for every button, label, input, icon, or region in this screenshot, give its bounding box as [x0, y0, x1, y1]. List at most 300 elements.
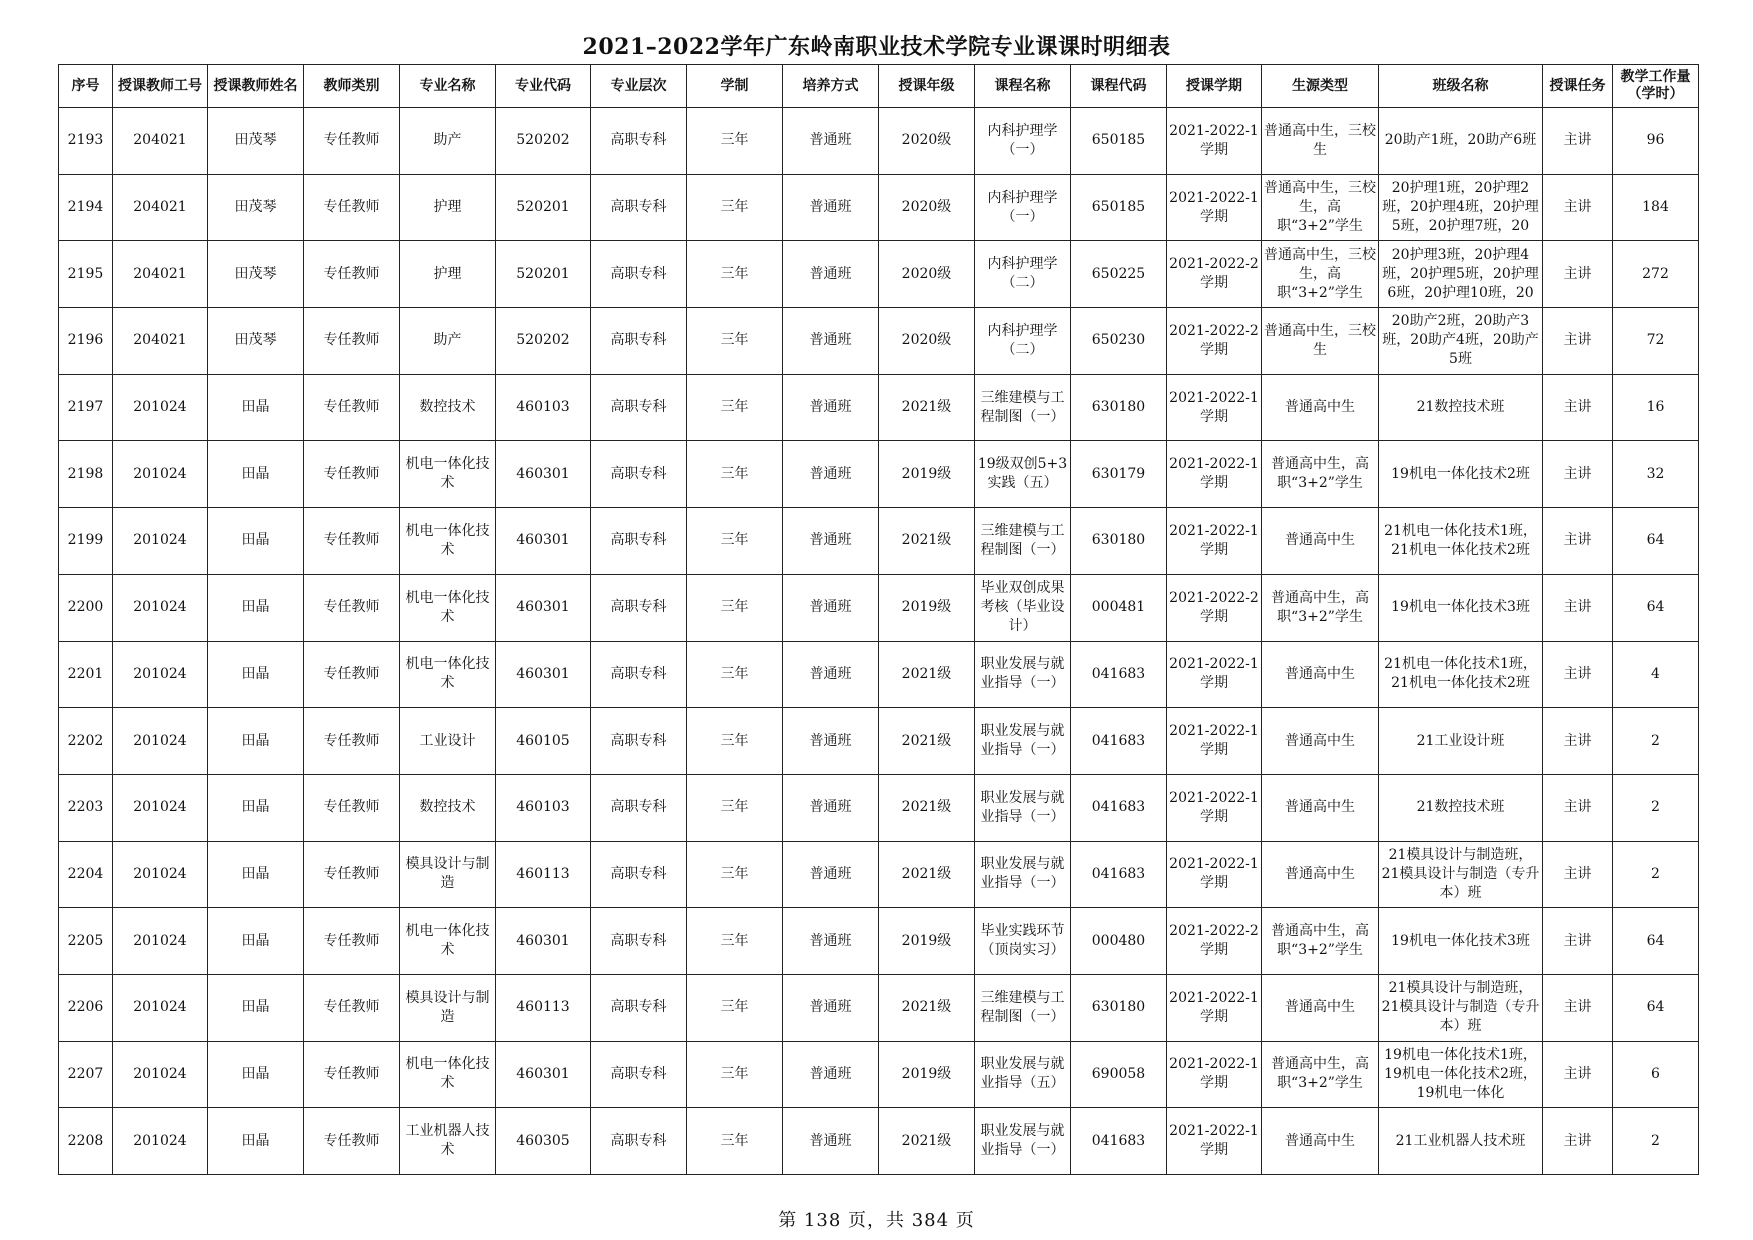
- table-cell: [1613, 241, 1699, 308]
- cell-text: 2021-2022-1学期: [1169, 456, 1259, 492]
- table-cell: [1167, 708, 1262, 775]
- column-header: 专业层次: [591, 65, 687, 108]
- table-cell: [879, 841, 975, 908]
- cell-text: 650225: [1091, 265, 1146, 282]
- table-cell: [1167, 441, 1262, 508]
- cell-text: 460301: [516, 1065, 570, 1082]
- cell-text: 职业发展与就业指导（一）: [980, 856, 1065, 892]
- table-cell: [975, 641, 1071, 708]
- table-cell: [496, 908, 591, 975]
- cell-text: 2021级: [901, 865, 952, 882]
- table-cell: [400, 241, 496, 308]
- table-cell: [59, 908, 113, 975]
- table-cell: [687, 174, 783, 241]
- table-cell: [1543, 708, 1613, 775]
- table-cell: [879, 441, 975, 508]
- table-cell: [113, 774, 208, 841]
- cell-text: 机电一体化技术: [405, 456, 490, 492]
- table-cell: [1613, 774, 1699, 841]
- cell-text: 工业设计: [419, 732, 476, 749]
- table-row: [59, 374, 1699, 441]
- table-cell: [1071, 708, 1167, 775]
- column-header: 课程代码: [1071, 65, 1167, 108]
- table-cell: [208, 308, 304, 375]
- cell-text: 毕业双创成果考核（毕业设计）: [980, 580, 1065, 635]
- cell-text: 2: [1651, 1132, 1660, 1149]
- cell-text: 2021级: [901, 532, 952, 549]
- table-cell: [879, 708, 975, 775]
- cell-text: 三年: [720, 599, 749, 616]
- cell-text: 普通高中生，高职“3+2”学生: [1271, 923, 1369, 959]
- table-cell: [1379, 774, 1543, 841]
- cell-text: 机电一体化技术: [405, 656, 490, 692]
- cell-text: 2020级: [901, 199, 952, 216]
- table-cell: [1262, 508, 1379, 575]
- table-row: [59, 441, 1699, 508]
- table-cell: [591, 574, 687, 641]
- cell-text: 工业机器人技术: [405, 1123, 490, 1159]
- table-row: [59, 174, 1699, 241]
- table-cell: [59, 174, 113, 241]
- table-cell: [208, 974, 304, 1041]
- table-cell: [304, 508, 400, 575]
- table-cell: [1379, 508, 1543, 575]
- table-cell: [208, 841, 304, 908]
- cell-text: 主讲: [1563, 132, 1592, 149]
- cell-text: 2021-2022-1学期: [1169, 989, 1259, 1025]
- cell-text: 000480: [1091, 932, 1146, 949]
- cell-text: 21工业机器人技术班: [1395, 1132, 1526, 1149]
- table-cell: [400, 641, 496, 708]
- table-cell: [304, 374, 400, 441]
- cell-text: 460103: [516, 399, 570, 416]
- table-cell: [1613, 841, 1699, 908]
- table-cell: [975, 708, 1071, 775]
- table-row: [59, 908, 1699, 975]
- table-cell: [1167, 508, 1262, 575]
- column-header: 班级名称: [1379, 65, 1543, 108]
- table-cell: [1379, 174, 1543, 241]
- cell-text: 高职专科: [610, 332, 667, 349]
- table-cell: [208, 374, 304, 441]
- cell-text: 2198: [67, 465, 104, 482]
- cell-text: 21模具设计与制造班，21模具设计与制造（专升本）班: [1381, 846, 1540, 901]
- table-cell: [1379, 108, 1543, 175]
- table-cell: [783, 374, 879, 441]
- cell-text: 主讲: [1563, 865, 1592, 882]
- cell-text: 2196: [67, 332, 104, 349]
- cell-text: 20护理3班，20护理4班，20护理5班，20护理6班，20护理10班，20: [1382, 246, 1539, 301]
- table-cell: [113, 374, 208, 441]
- cell-text: 机电一体化技术: [405, 923, 490, 959]
- cell-text: 96: [1646, 132, 1665, 149]
- table-cell: [783, 974, 879, 1041]
- table-cell: [591, 308, 687, 375]
- cell-text: 田茂琴: [234, 265, 277, 282]
- cell-text: 普通高中生: [1285, 665, 1355, 682]
- table-cell: [496, 574, 591, 641]
- table-cell: [783, 1108, 879, 1175]
- cell-text: 2020级: [901, 132, 952, 149]
- cell-text: 272: [1642, 265, 1669, 282]
- cell-text: 高职专科: [610, 265, 667, 282]
- table-cell: [1167, 241, 1262, 308]
- cell-text: 普通高中生: [1285, 999, 1355, 1016]
- cell-text: 204021: [133, 132, 187, 149]
- column-header: 专业名称: [400, 65, 496, 108]
- cell-text: 数控技术: [419, 399, 476, 416]
- table-cell: [59, 574, 113, 641]
- cell-text: 普通高中生，三校生，高职“3+2”学生: [1264, 246, 1376, 301]
- column-header: 教师类别: [304, 65, 400, 108]
- table-row: [59, 974, 1699, 1041]
- table-cell: [113, 574, 208, 641]
- cell-text: 普通高中生: [1285, 865, 1355, 882]
- table-cell: [304, 708, 400, 775]
- cell-text: 机电一体化技术: [405, 589, 490, 625]
- cell-text: 三年: [720, 932, 749, 949]
- table-cell: [400, 108, 496, 175]
- table-cell: [783, 1041, 879, 1108]
- table-cell: [879, 574, 975, 641]
- table-cell: [1543, 241, 1613, 308]
- cell-text: 普通高中生: [1285, 799, 1355, 816]
- cell-text: 520201: [516, 265, 570, 282]
- table-cell: [687, 574, 783, 641]
- column-header: 授课任务: [1543, 65, 1613, 108]
- cell-text: 田晶: [241, 532, 270, 549]
- cell-text: 毕业实践环节（顶岗实习）: [980, 923, 1065, 959]
- cell-text: 三年: [720, 665, 749, 682]
- cell-text: 模具设计与制造: [405, 989, 490, 1025]
- table-cell: [1613, 441, 1699, 508]
- table-cell: [975, 774, 1071, 841]
- table-cell: [304, 108, 400, 175]
- table-header: [59, 65, 1699, 108]
- table-row: [59, 308, 1699, 375]
- table-cell: [1543, 174, 1613, 241]
- table-cell: [1167, 841, 1262, 908]
- table-cell: [1543, 641, 1613, 708]
- table-cell: [496, 1041, 591, 1108]
- cell-text: 19级双创5+3实践（五）: [977, 456, 1068, 492]
- cell-text: 高职专科: [610, 465, 667, 482]
- cell-text: 19机电一体化技术2班: [1391, 465, 1530, 482]
- table-cell: [1071, 841, 1167, 908]
- cell-text: 460103: [516, 799, 570, 816]
- cell-text: 主讲: [1563, 332, 1592, 349]
- table-cell: [1543, 1041, 1613, 1108]
- table-cell: [783, 508, 879, 575]
- cell-text: 专任教师: [323, 665, 380, 682]
- table-cell: [400, 708, 496, 775]
- cell-text: 田晶: [241, 465, 270, 482]
- cell-text: 护理: [433, 265, 462, 282]
- table-cell: [591, 1041, 687, 1108]
- cell-text: 2021-2022-1学期: [1169, 789, 1259, 825]
- cell-text: 64: [1646, 999, 1665, 1016]
- table-cell: [113, 508, 208, 575]
- cell-text: 2020级: [901, 332, 952, 349]
- cell-text: 内科护理学（一）: [987, 122, 1058, 158]
- table-cell: [783, 308, 879, 375]
- table-cell: [304, 908, 400, 975]
- table-cell: [400, 441, 496, 508]
- cell-text: 2021-2022-2学期: [1169, 256, 1259, 292]
- table-cell: [59, 374, 113, 441]
- table-cell: [496, 1108, 591, 1175]
- table-cell: [879, 308, 975, 375]
- cell-text: 460301: [516, 932, 570, 949]
- table-cell: [1613, 574, 1699, 641]
- table-cell: [591, 108, 687, 175]
- table-cell: [496, 708, 591, 775]
- cell-text: 21机电一体化技术1班，21机电一体化技术2班: [1384, 522, 1537, 558]
- cell-text: 21模具设计与制造班，21模具设计与制造（专升本）班: [1381, 980, 1540, 1035]
- cell-text: 主讲: [1563, 599, 1592, 616]
- cell-text: 普通班: [809, 265, 852, 282]
- cell-text: 普通班: [809, 132, 852, 149]
- cell-text: 护理: [433, 199, 462, 216]
- cell-text: 田晶: [241, 932, 270, 949]
- column-header: 生源类型: [1262, 65, 1379, 108]
- cell-text: 2202: [67, 732, 104, 749]
- table-cell: [400, 574, 496, 641]
- cell-text: 主讲: [1563, 1065, 1592, 1082]
- course-hours-table: [58, 64, 1699, 1175]
- table-cell: [304, 641, 400, 708]
- cell-text: 460305: [516, 1132, 570, 1149]
- table-cell: [687, 708, 783, 775]
- header-row: [59, 65, 1699, 108]
- cell-text: 三年: [720, 465, 749, 482]
- cell-text: 64: [1646, 532, 1665, 549]
- cell-text: 普通班: [809, 599, 852, 616]
- cell-text: 2021级: [901, 799, 952, 816]
- cell-text: 2019级: [901, 465, 952, 482]
- table-cell: [304, 841, 400, 908]
- cell-text: 普通班: [809, 932, 852, 949]
- table-cell: [1379, 641, 1543, 708]
- table-cell: [208, 641, 304, 708]
- table-cell: [783, 774, 879, 841]
- table-cell: [1379, 1108, 1543, 1175]
- cell-text: 650230: [1091, 332, 1146, 349]
- cell-text: 2021级: [901, 1132, 952, 1149]
- table-cell: [113, 841, 208, 908]
- cell-text: 高职专科: [610, 932, 667, 949]
- cell-text: 主讲: [1563, 532, 1592, 549]
- table-cell: [1071, 974, 1167, 1041]
- cell-text: 520201: [516, 199, 570, 216]
- cell-text: 630180: [1091, 399, 1146, 416]
- table-cell: [687, 974, 783, 1041]
- cell-text: 田茂琴: [234, 199, 277, 216]
- cell-text: 专任教师: [323, 799, 380, 816]
- table-cell: [208, 1041, 304, 1108]
- cell-text: 普通班: [809, 199, 852, 216]
- table-cell: [1262, 774, 1379, 841]
- table-cell: [783, 441, 879, 508]
- table-cell: [1262, 974, 1379, 1041]
- table-cell: [400, 974, 496, 1041]
- table-cell: [879, 1108, 975, 1175]
- table-cell: [1262, 374, 1379, 441]
- cell-text: 专任教师: [323, 465, 380, 482]
- table-cell: [1167, 108, 1262, 175]
- table-cell: [1543, 774, 1613, 841]
- table-cell: [1613, 708, 1699, 775]
- table-cell: [59, 774, 113, 841]
- cell-text: 460301: [516, 665, 570, 682]
- table-cell: [1071, 508, 1167, 575]
- cell-text: 19机电一体化技术3班: [1391, 599, 1530, 616]
- cell-text: 普通班: [809, 465, 852, 482]
- table-cell: [496, 774, 591, 841]
- table-cell: [975, 1108, 1071, 1175]
- cell-text: 三年: [720, 799, 749, 816]
- cell-text: 田晶: [241, 732, 270, 749]
- cell-text: 普通班: [809, 865, 852, 882]
- table-cell: [113, 974, 208, 1041]
- table-cell: [591, 441, 687, 508]
- table-cell: [687, 774, 783, 841]
- cell-text: 2021-2022-1学期: [1169, 389, 1259, 425]
- table-cell: [1071, 108, 1167, 175]
- cell-text: 普通高中生: [1285, 399, 1355, 416]
- cell-text: 三年: [720, 265, 749, 282]
- cell-text: 高职专科: [610, 199, 667, 216]
- cell-text: 2019级: [901, 1065, 952, 1082]
- table-cell: [496, 374, 591, 441]
- cell-text: 高职专科: [610, 399, 667, 416]
- column-header: 序号: [59, 65, 113, 108]
- cell-text: 650185: [1091, 199, 1146, 216]
- cell-text: 高职专科: [610, 865, 667, 882]
- table-cell: [113, 108, 208, 175]
- table-cell: [879, 174, 975, 241]
- cell-text: 2019级: [901, 932, 952, 949]
- cell-text: 普通班: [809, 799, 852, 816]
- table-cell: [591, 908, 687, 975]
- cell-text: 普通班: [809, 665, 852, 682]
- table-cell: [1543, 108, 1613, 175]
- cell-text: 普通高中生，三校生，高职“3+2”学生: [1264, 180, 1376, 235]
- table-cell: [975, 174, 1071, 241]
- cell-text: 2021-2022-1学期: [1169, 856, 1259, 892]
- table-cell: [1262, 108, 1379, 175]
- table-cell: [113, 708, 208, 775]
- table-cell: [1262, 641, 1379, 708]
- cell-text: 田茂琴: [234, 132, 277, 149]
- cell-text: 三维建模与工程制图（一）: [980, 989, 1065, 1025]
- cell-text: 2020级: [901, 265, 952, 282]
- table-cell: [496, 108, 591, 175]
- cell-text: 专任教师: [323, 265, 380, 282]
- table-cell: [208, 441, 304, 508]
- table-cell: [1379, 441, 1543, 508]
- column-header: 授课教师工号: [113, 65, 208, 108]
- cell-text: 三维建模与工程制图（一）: [980, 522, 1065, 558]
- cell-text: 主讲: [1563, 999, 1592, 1016]
- table-cell: [1167, 574, 1262, 641]
- cell-text: 三年: [720, 732, 749, 749]
- table-cell: [400, 508, 496, 575]
- table-cell: [113, 1108, 208, 1175]
- table-cell: [687, 108, 783, 175]
- table-cell: [496, 841, 591, 908]
- cell-text: 041683: [1091, 1132, 1146, 1149]
- cell-text: 041683: [1091, 865, 1146, 882]
- cell-text: 普通高中生: [1285, 1132, 1355, 1149]
- cell-text: 000481: [1091, 599, 1146, 616]
- table-cell: [1543, 374, 1613, 441]
- table-cell: [687, 641, 783, 708]
- cell-text: 田晶: [241, 665, 270, 682]
- cell-text: 田晶: [241, 799, 270, 816]
- table-cell: [975, 841, 1071, 908]
- cell-text: 201024: [133, 1132, 187, 1149]
- cell-text: 高职专科: [610, 799, 667, 816]
- table-cell: [59, 1041, 113, 1108]
- table-cell: [687, 441, 783, 508]
- cell-text: 助产: [433, 132, 462, 149]
- cell-text: 高职专科: [610, 1065, 667, 1082]
- cell-text: 专任教师: [323, 1132, 380, 1149]
- cell-text: 高职专科: [610, 1132, 667, 1149]
- cell-text: 普通高中生，高职“3+2”学生: [1271, 456, 1369, 492]
- cell-text: 21数控技术班: [1416, 799, 1505, 816]
- table-cell: [591, 241, 687, 308]
- cell-text: 2208: [67, 1132, 104, 1149]
- table-cell: [1543, 441, 1613, 508]
- cell-text: 201024: [133, 532, 187, 549]
- cell-text: 204021: [133, 199, 187, 216]
- cell-text: 高职专科: [610, 599, 667, 616]
- page-title: 2021–2022学年广东岭南职业技术学院专业课课时明细表: [582, 34, 1171, 60]
- table-cell: [208, 708, 304, 775]
- table-cell: [400, 308, 496, 375]
- cell-text: 460301: [516, 532, 570, 549]
- cell-text: 三年: [720, 1065, 749, 1082]
- cell-text: 204021: [133, 332, 187, 349]
- cell-text: 机电一体化技术: [405, 522, 490, 558]
- table-cell: [879, 974, 975, 1041]
- cell-text: 201024: [133, 399, 187, 416]
- cell-text: 201024: [133, 599, 187, 616]
- cell-text: 201024: [133, 665, 187, 682]
- table-row: [59, 1041, 1699, 1108]
- cell-text: 2021-2022-1学期: [1169, 1123, 1259, 1159]
- table-cell: [975, 1041, 1071, 1108]
- table-cell: [59, 508, 113, 575]
- table-cell: [496, 508, 591, 575]
- cell-text: 460113: [516, 865, 570, 882]
- table-cell: [208, 774, 304, 841]
- table-cell: [1613, 108, 1699, 175]
- cell-text: 2021-2022-2学期: [1169, 923, 1259, 959]
- cell-text: 041683: [1091, 799, 1146, 816]
- table-cell: [1262, 174, 1379, 241]
- cell-text: 主讲: [1563, 932, 1592, 949]
- cell-text: 职业发展与就业指导（一）: [980, 789, 1065, 825]
- table-cell: [1262, 708, 1379, 775]
- table-cell: [975, 241, 1071, 308]
- table-cell: [687, 1108, 783, 1175]
- cell-text: 普通高中生，高职“3+2”学生: [1271, 1056, 1369, 1092]
- table-cell: [1262, 908, 1379, 975]
- table-cell: [783, 241, 879, 308]
